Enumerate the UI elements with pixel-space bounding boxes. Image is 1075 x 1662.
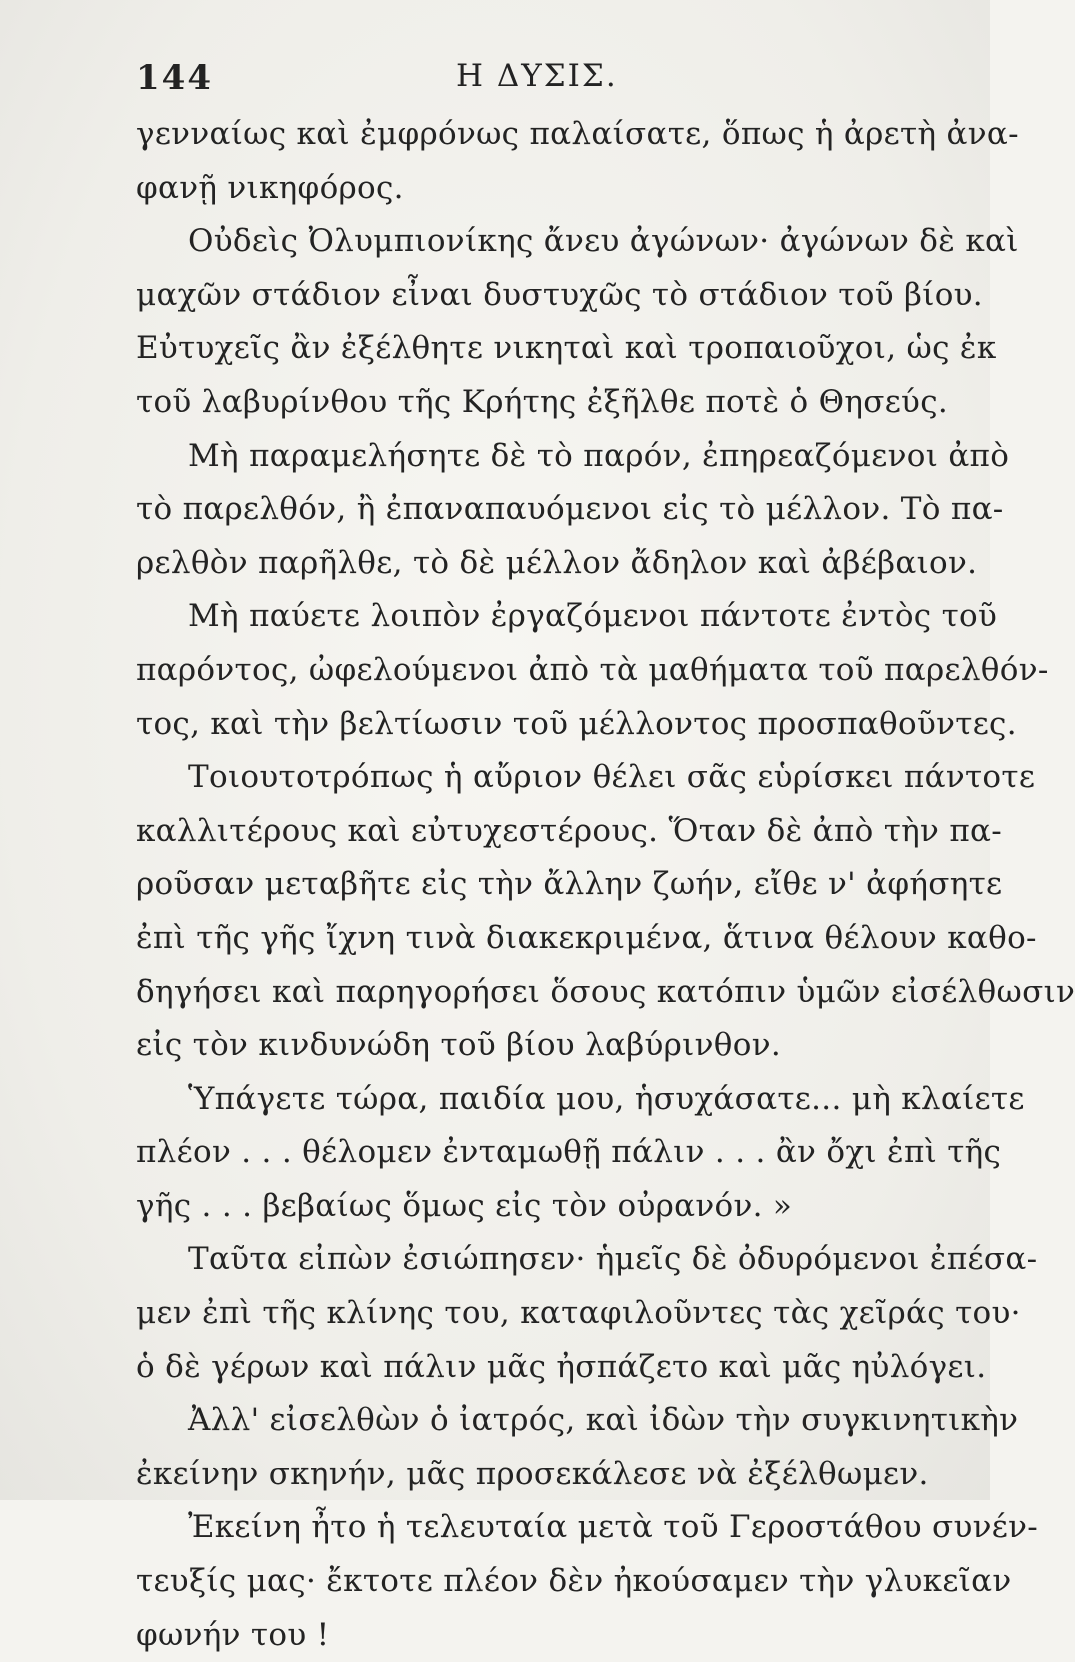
text-line: παρόντος, ὠφελούμενοι ἀπὸ τὰ μαθήματα τοῦ παρελθόν- [136, 651, 1049, 688]
text-line: τοῦ λαβυρίνθου τῆς Κρήτης ἐξῆλθε ποτὲ ὁ Θησεύς. [136, 383, 949, 420]
text-line: μαχῶν στάδιον εἶναι δυστυχῶς τὸ στάδιον τοῦ βίου. [136, 276, 983, 313]
text-line: γῆς . . . βεβαίως ὅμως εἰς τὸν οὐρανόν. » [136, 1187, 793, 1224]
text-line: γενναίως καὶ ἐμφρόνως παλαίσατε, ὅπως ἡ ἀρετὴ ἀνα- [136, 116, 1019, 152]
text-line: Ταῦτα εἰπὼν ἐσιώπησεν· ἡμεῖς δὲ ὀδυρόμενοι ἐπέσα- [188, 1241, 1038, 1278]
text-line: ρελθὸν παρῆλθε, τὸ δὲ μέλλον ἄδηλον καὶ ἀβέβαιον. [136, 544, 978, 581]
text-line: Μὴ παραμελήσητε δὲ τὸ παρόν, ἐπηρεαζόμενοι ἀπὸ [188, 437, 1010, 474]
text-line: δηγήσει καὶ παρηγορήσει ὅσους κατόπιν ὑμῶν εἰσέλθωσιν [136, 973, 1075, 1010]
text-line: μεν ἐπὶ τῆς κλίνης του, καταφιλοῦντες τὰς χεῖράς του· [136, 1295, 1021, 1332]
text-line: Τοιουτοτρόπως ἡ αὔριον θέλει σᾶς εὑρίσκει πάντοτε [188, 759, 1036, 796]
text-line: ροῦσαν μεταβῆτε εἰς τὴν ἄλλην ζωήν, εἴθε ν' ἀφήσητε [136, 866, 1003, 903]
text-line: ἐκείνην σκηνήν, μᾶς προσεκάλεσε νὰ ἐξέλθωμεν. [136, 1455, 929, 1492]
text-line: Μὴ παύετε λοιπὸν ἐργαζόμενοι πάντοτε ἐντὸς τοῦ [188, 598, 998, 635]
page-header [136, 50, 936, 100]
text-line: Οὐδεὶς Ὀλυμπιονίκης ἄνευ ἀγώνων· ἀγώνων δὲ καὶ [188, 223, 1019, 260]
page-number: 144 [136, 58, 213, 98]
text-line: τος, καὶ τὴν βελτίωσιν τοῦ μέλλοντος προσπαθοῦντες. [136, 705, 1017, 742]
text-line: Ὑπάγετε τώρα, παιδία μου, ἡσυχάσατε... μὴ κλαίετε [188, 1080, 1025, 1117]
text-line: τευξίς μας· ἔκτοτε πλέον δὲν ἠκούσαμεν τὴν γλυκεῖαν [136, 1563, 1012, 1600]
text-line: Εὐτυχεῖς ἂν ἐξέλθητε νικηταὶ καὶ τροπαιοῦχοι, ὡς ἐκ [136, 330, 997, 367]
text-line: ὁ δὲ γέρων καὶ πάλιν μᾶς ἠσπάζετο καὶ μᾶς ηὐλόγει. [136, 1348, 987, 1385]
text-line: Ἐκείνη ἦτο ἡ τελευταία μετὰ τοῦ Γεροστάθου συνέν- [188, 1509, 1039, 1546]
text-line: ἐπὶ τῆς γῆς ἴχνη τινὰ διακεκριμένα, ἅτινα θέλουν καθο- [136, 919, 1037, 956]
text-line: εἰς τὸν κινδυνώδη τοῦ βίου λαβύρινθον. [136, 1027, 781, 1064]
running-title: Η ΔΥΣΙΣ. [456, 58, 618, 94]
body-text [136, 108, 1075, 1662]
text-line: καλλιτέρους καὶ εὐτυχεστέρους. Ὅταν δὲ ἀπὸ τὴν πα- [136, 812, 1003, 849]
text-line: Ἀλλ' εἰσελθὼν ὁ ἰατρός, καὶ ἰδὼν τὴν συγκινητικὴν [188, 1402, 1019, 1439]
text-line: φωνήν του ! [136, 1616, 330, 1653]
text-line: πλέον . . . θέλομεν ἐνταμωθῇ πάλιν . . . ἂν ὄχι ἐπὶ τῆς [136, 1134, 1002, 1171]
text-line: τὸ παρελθόν, ἢ ἐπαναπαυόμενοι εἰς τὸ μέλλον. Τὸ πα- [136, 491, 1004, 528]
text-line: φανῇ νικηφόρος. [136, 169, 404, 206]
